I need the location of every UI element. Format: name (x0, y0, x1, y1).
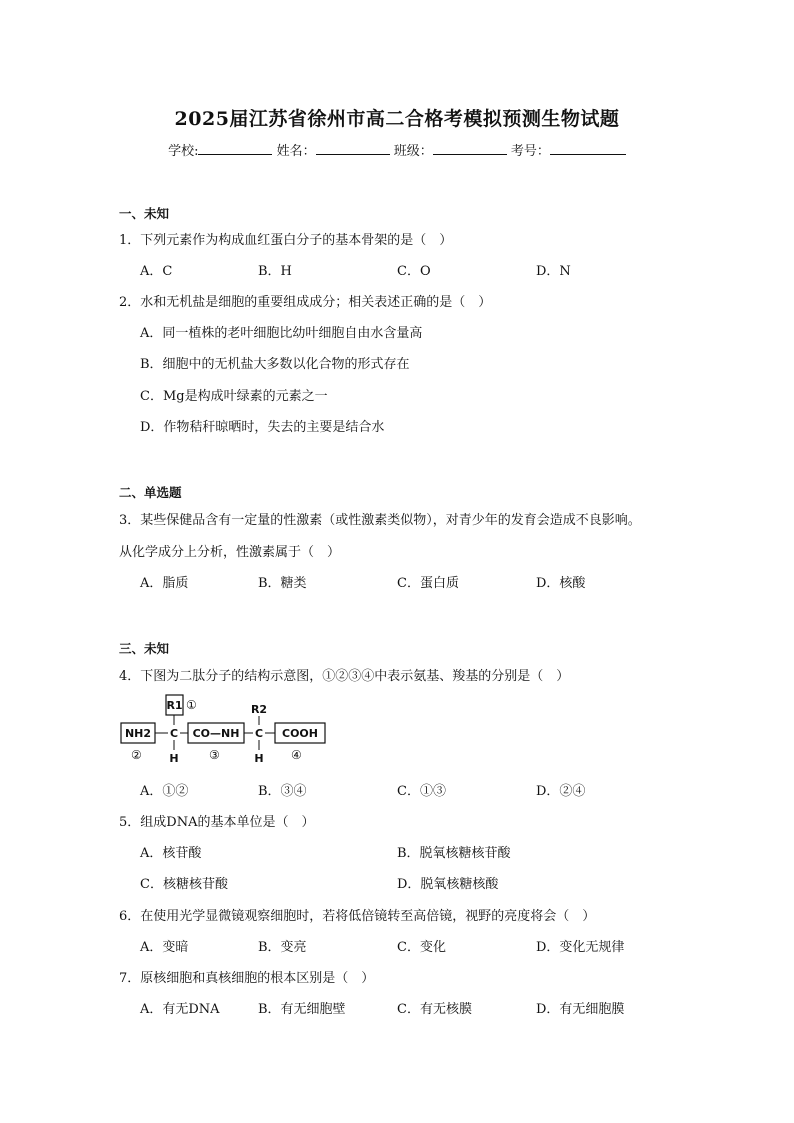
question-stem-line2: 从化学成分上分析，性激素属于（ ） (119, 545, 341, 560)
option-d: D．N (536, 264, 571, 279)
option-d: D．作物秸秆晾晒时，失去的主要是结合水 (140, 420, 385, 435)
exam-no-label: 考号： (510, 144, 550, 159)
option-c: C．有无核膜 (397, 1002, 472, 1017)
marker-1: ① (186, 698, 197, 712)
option-b: B．有无细胞壁 (258, 1002, 346, 1017)
option-a: A．脂质 (140, 576, 189, 591)
option-a: A．同一植株的老叶细胞比幼叶细胞自由水含量高 (140, 326, 423, 341)
nh2-label: NH2 (124, 727, 152, 740)
school-label: 学校: (168, 144, 199, 159)
option-c: C．变化 (397, 940, 446, 955)
r2-label: R2 (250, 703, 268, 716)
question-stem: 1．下列元素作为构成血红蛋白分子的基本骨架的是（ ） (119, 233, 453, 248)
option-a: A．变暗 (140, 940, 189, 955)
option-d: D．有无细胞膜 (536, 1002, 625, 1017)
marker-3: ③ (209, 748, 220, 762)
option-c: C．核糖核苷酸 (140, 877, 228, 892)
name-blank (316, 141, 390, 155)
alpha-carbon-1: C (169, 727, 179, 740)
hydrogen-1: H (169, 752, 179, 765)
school-blank (198, 141, 272, 155)
name-label: 姓名： (276, 144, 316, 159)
question-stem: 7．原核细胞和真核细胞的根本区别是（ ） (119, 971, 375, 986)
question-stem: 2．水和无机盐是细胞的重要组成成分；相关表述正确的是（ ） (119, 295, 492, 310)
co-nh-label: CO—NH (192, 727, 240, 740)
option-b: B．细胞中的无机盐大多数以化合物的形式存在 (140, 357, 410, 372)
option-a: A．核苷酸 (140, 846, 202, 861)
option-b: B．变亮 (258, 940, 307, 955)
question-stem: 4．下图为二肽分子的结构示意图，①②③④中表示氨基、羧基的分别是（ ） (119, 669, 570, 684)
option-d: D．脱氧核糖核酸 (397, 877, 499, 892)
option-b: B．③④ (258, 784, 307, 799)
class-label: 班级： (393, 144, 433, 159)
marker-4: ④ (291, 748, 302, 762)
option-a: A．有无DNA (140, 1002, 220, 1017)
alpha-carbon-2: C (254, 727, 264, 740)
option-d: D．变化无规律 (536, 940, 625, 955)
dipeptide-structure-diagram (118, 693, 338, 773)
option-c: C．O (397, 264, 431, 279)
student-info-line (0, 140, 794, 159)
class-blank (433, 141, 507, 155)
section-heading: 三、未知 (119, 641, 170, 656)
option-b: B．糖类 (258, 576, 307, 591)
exam-title: 2025届江苏省徐州市高二合格考模拟预测生物试题 (174, 108, 620, 130)
r1-label: R1 (166, 699, 183, 712)
hydrogen-2: H (254, 752, 264, 765)
option-b: B．脱氧核糖核苷酸 (397, 846, 511, 861)
exam-no-blank (550, 141, 626, 155)
option-a: A．①② (140, 784, 189, 799)
cooh-label: COOH (282, 727, 318, 740)
marker-2: ② (131, 748, 142, 762)
question-stem-line1: 3．某些保健品含有一定量的性激素（或性激素类似物），对青少年的发育会造成不良影响。 (119, 513, 641, 528)
question-stem: 6．在使用光学显微镜观察细胞时，若将低倍镜转至高倍镜，视野的亮度将会（ ） (119, 909, 596, 924)
option-a: A．C (140, 264, 173, 279)
option-c: C．①③ (397, 784, 446, 799)
option-d: D．②④ (536, 784, 586, 799)
option-c: C．蛋白质 (397, 576, 459, 591)
section-heading: 二、单选题 (119, 485, 182, 500)
option-c: C．Mg是构成叶绿素的元素之一 (140, 389, 328, 404)
option-b: B．H (258, 264, 292, 279)
question-stem: 5．组成DNA的基本单位是（ ） (119, 815, 315, 830)
section-heading: 一、未知 (119, 206, 170, 221)
option-d: D．核酸 (536, 576, 586, 591)
